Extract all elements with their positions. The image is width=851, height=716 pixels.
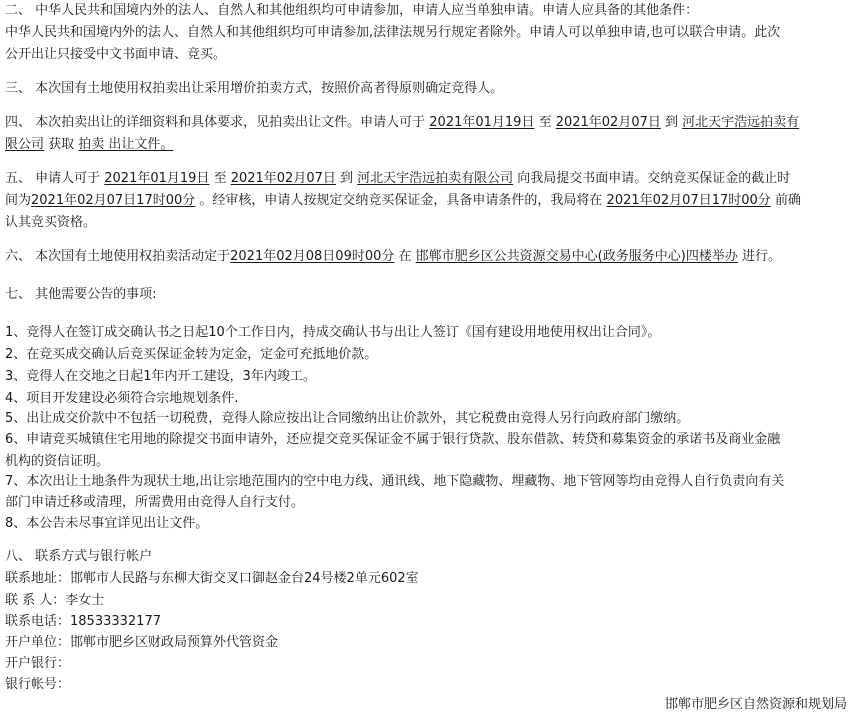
contact-phone: 联系电话：18533332177 [5,614,161,629]
section-4-to: 至 [534,115,556,130]
contact-address: 联系地址：邯郸市人民路与东柳大街交叉口御赵金台24号楼2单元602室 [5,571,419,586]
section-5-to: 至 [209,171,231,186]
bank-account-number: 银行帐号： [5,677,71,692]
section-4-get: 获取 [44,137,79,152]
section-5-line-1 [5,170,850,187]
item-5: 5、出让成交价款中不包括一切税费，竞得人除应按出让合同缴纳出让价款外，其它税费由竞得人另行向政府部门缴纳。 [5,411,690,426]
section-5-company: 河北天宇浩远拍卖有限公司 [357,171,514,186]
section-6-venue: 邯郸市肥乡区公共资源交易中心(政务服务中心)四楼举办 [415,249,738,264]
section-6-at: 在 [394,249,416,264]
section-5-review-text: 。经审核，申请人按规定交纳竞买保证金，具备申请条件的，我局将在 [195,193,607,208]
item-4: 4、项目开发建设必须符合宗地规划条件. [5,391,239,406]
section-2-line-2: 中华人民共和国境内外的法人、自然人和其他组织均可申请参加,法律法规另行规定者除外。申请人可以单独申请,也可以联合申请。此次 [5,25,781,40]
item-3: 3、竞得人在交地之日起1年内开工建设，3年内竣工。 [5,369,316,384]
section-5-deadline: 2021年02月07日17时00分 [31,193,196,208]
section-6 [5,248,850,265]
section-4-company-cont: 限公司 [5,137,45,152]
section-4-prefix: 四、 本次拍卖出让的详细资料和具体要求，见拍卖出让文件。申请人可于 [5,115,430,130]
section-5-line-2 [5,192,850,209]
section-5-line-3: 认其竞买资格。 [5,215,97,230]
section-5-time-prefix: 间为 [5,193,32,208]
bank-name: 开户银行： [5,656,71,671]
item-1: 1、竞得人在签订成交确认书之日起10个工作日内，持成交确认书与出让人签订《国有建设用地使用权出让合同》。 [5,325,661,340]
section-5-after-company: 向我局提交书面申请。交纳竞买保证金的截止时 [513,171,791,186]
section-6-prefix: 六、 本次国有土地使用权拍卖活动定于 [5,249,231,264]
section-8-title: 八、 联系方式与银行帐户 [5,549,153,564]
section-2-line-1: 二、 中华人民共和国境内外的法人、自然人和其他组织均可申请参加，申请人应当单独申请。申请人应具备的其他条件： [5,3,699,18]
section-2-line-3: 公开出让只接受中文书面申请、竞买。 [5,47,227,62]
contact-person: 联 系 人：李女士 [5,593,105,608]
section-7-title: 七、 其他需要公告的事项: [5,287,157,302]
section-4-end-date: 2021年02月07日 [555,115,661,130]
item-2: 2、在竞买成交确认后竞买保证金转为定金，定金可充抵地价款。 [5,347,378,362]
section-4-line-1 [5,114,850,131]
section-6-date: 2021年02月08日09时00分 [230,249,395,264]
section-3: 三、 本次国有土地使用权拍卖出让采用增价拍卖方式，按照价高者得原则确定竞得人。 [5,81,504,96]
section-4-document: 拍卖 出让文件。 [78,137,174,152]
section-5-confirm-time: 2021年02月07日17时00分 [606,193,771,208]
account-unit: 开户单位：邯郸市肥乡区财政局预算外代管资金 [5,635,279,650]
section-5-tail: 前确 [770,193,801,208]
item-8: 8、本公告未尽事宜详见出让文件。 [5,516,209,531]
section-4-at: 到 [660,115,683,130]
item-6-line-1: 6、申请竞买城镇住宅用地的除提交书面申请外，还应提交竞买保证金不属于银行贷款、股东借款、转贷和募集资金的承诺书及商业金融 [5,432,781,447]
section-6-tail: 进行。 [737,249,781,264]
section-4-line-2 [5,136,850,153]
section-5-at: 到 [335,171,358,186]
item-6-line-2: 机构的资信证明。 [5,454,110,469]
section-4-company: 河北天宇浩远拍卖有 [682,115,800,130]
item-7-line-1: 7、本次出让土地条件为现状土地,出让宗地范围内的空中电力线、通讯线、地下隐藏物、埋藏物、地下管网等均由竞得人自行负责向有关 [5,474,785,489]
section-4-start-date: 2021年01月19日 [429,115,535,130]
section-5-start-date: 2021年01月19日 [104,171,210,186]
item-7-line-2: 部门申请迁移或清理，所需费用由竞得人自行支付。 [5,495,305,510]
issuer-signature: 邯郸市肥乡区自然资源和规划局 [664,697,847,712]
section-5-prefix: 五、 申请人可于 [5,171,105,186]
section-5-end-date: 2021年02月07日 [230,171,336,186]
